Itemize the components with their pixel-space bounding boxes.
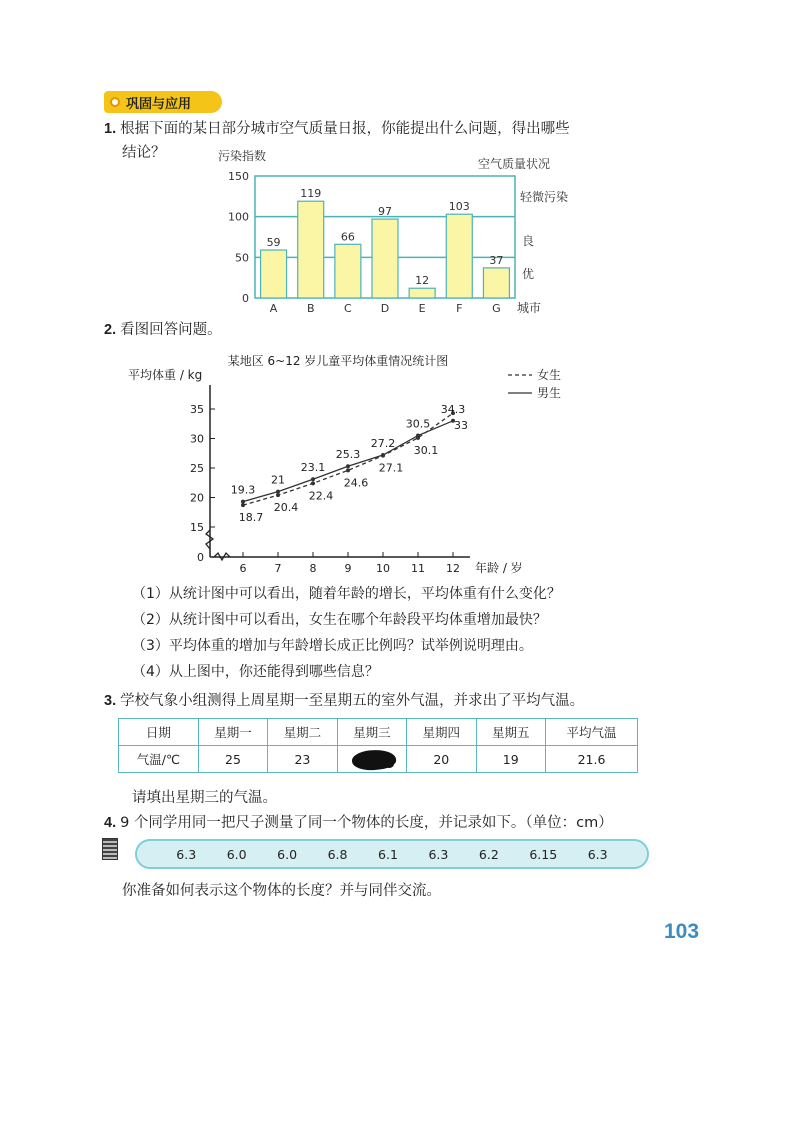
- data-point: [311, 481, 315, 485]
- x-tick-label: A: [269, 302, 278, 315]
- bar-value-label: 119: [300, 187, 322, 201]
- measurement-value: 6.8: [327, 846, 348, 862]
- legend-label-girls: 女生: [537, 368, 562, 382]
- y-tick-label: 20: [190, 491, 204, 505]
- question-number: 4.: [104, 815, 117, 831]
- measurement-value: 6.2: [478, 846, 499, 862]
- bar-value-label: 37: [489, 253, 504, 267]
- question-1-line2: 结论？: [122, 145, 166, 161]
- bar: [261, 250, 287, 298]
- point-label: 22.4: [308, 489, 334, 503]
- x-tick-label: C: [344, 302, 352, 315]
- bar: [372, 219, 398, 298]
- point-label: 19.3: [230, 483, 256, 497]
- bar-chart: [210, 150, 590, 320]
- point-label: 27.2: [370, 437, 396, 451]
- ink-blot-cell[interactable]: [337, 746, 406, 773]
- bullet-icon: [110, 97, 120, 107]
- x-tick-label: 7: [274, 562, 282, 575]
- bar-value-label: 97: [378, 205, 392, 219]
- x-tick-label: D: [380, 302, 390, 315]
- x-axis-label: 年龄 / 岁: [475, 561, 523, 575]
- bar-value-label: 12: [415, 274, 430, 288]
- question-number: 3.: [104, 693, 117, 709]
- section-tag-label: 巩固与应用: [126, 96, 192, 112]
- data-point: [346, 464, 350, 468]
- data-point: [346, 468, 350, 472]
- x-tick-label: 10: [376, 562, 390, 575]
- table-header-cell: 平均气温: [545, 719, 637, 746]
- y-tick-label: 50: [235, 251, 249, 265]
- table-cell: 23: [268, 746, 337, 773]
- point-label: 25.3: [335, 448, 361, 462]
- question-number: 1.: [104, 121, 117, 137]
- x-tick-label: B: [306, 302, 315, 315]
- point-label: 34.3: [440, 402, 466, 416]
- question-3-after: 请填出星期三的气温。: [132, 790, 277, 806]
- temperature-table: [118, 718, 638, 773]
- data-point: [416, 434, 420, 438]
- data-point: [241, 503, 245, 507]
- x-tick-label: 9: [344, 562, 352, 575]
- question-1: [104, 118, 570, 140]
- band-label: 良: [522, 234, 535, 248]
- measurements-bar: [135, 839, 649, 869]
- bar-value-label: 59: [266, 236, 281, 250]
- point-label: 33: [454, 419, 468, 433]
- y-axis-label: 平均体重 / kg: [128, 368, 203, 382]
- ink-drop-icon: [384, 760, 394, 768]
- x-tick-label: 12: [446, 562, 460, 575]
- point-label: 27.1: [378, 461, 404, 475]
- data-point: [276, 493, 280, 497]
- band-label: 空气质量状况: [478, 157, 551, 171]
- question-text: 根据下面的某日部分城市空气质量日报，你能提出什么问题，得出哪些: [120, 121, 570, 137]
- table-cell: 20: [407, 746, 476, 773]
- table-header-cell: 星期二: [268, 719, 337, 746]
- table-header-cell: 星期五: [476, 719, 545, 746]
- question-3: [104, 690, 584, 712]
- section-tag: [104, 91, 222, 113]
- bar: [409, 288, 435, 298]
- point-label: 24.6: [343, 476, 369, 490]
- sub-question-4: （4）从上图中，你还能得到哪些信息？: [132, 664, 379, 680]
- y-tick-label: 0: [197, 551, 204, 564]
- x-tick-label: F: [456, 302, 463, 315]
- ruler-icon: [102, 838, 118, 860]
- x-axis-label: 城市: [517, 301, 542, 315]
- bar-value-label: 103: [448, 200, 470, 214]
- y-tick-label: 150: [228, 170, 249, 183]
- line-chart: [120, 345, 600, 575]
- legend-label-boys: 男生: [537, 386, 562, 400]
- table-header-cell: 星期三: [337, 719, 406, 746]
- band-label: 轻微污染: [520, 190, 569, 204]
- sub-question-1: （1）从统计图中可以看出，随着年龄的增长，平均体重有什么变化？: [132, 586, 561, 602]
- y-tick-label: 30: [190, 432, 204, 446]
- x-tick-label: 6: [239, 562, 247, 575]
- question-text: 9 个同学用同一把尺子测量了同一个物体的长度，并记录如下。（单位：cm）: [120, 815, 613, 831]
- y-axis-label: 污染指数: [218, 150, 267, 163]
- table-header-cell: 星期一: [198, 719, 267, 746]
- y-tick-label: 0: [242, 292, 249, 305]
- band-label: 优: [522, 267, 535, 281]
- y-tick-label: 100: [228, 210, 249, 224]
- question-4-after: 你准备如何表示这个物体的长度？并与同伴交流。: [122, 883, 441, 899]
- point-label: 23.1: [300, 461, 326, 475]
- point-label: 20.4: [273, 501, 299, 515]
- table-cell: 21.6: [545, 746, 637, 773]
- y-tick-label: 25: [190, 462, 204, 475]
- bar: [298, 201, 324, 298]
- measurement-value: 6.3: [428, 846, 449, 862]
- bar: [335, 244, 361, 298]
- measurement-value: 6.0: [226, 846, 247, 862]
- sub-question-3: （3）平均体重的增加与年龄增长成正比例吗？试举例说明理由。: [132, 638, 533, 654]
- question-number: 2.: [104, 322, 117, 338]
- point-label: 30.1: [413, 443, 439, 457]
- chart-title: 某地区 6~12 岁儿童平均体重情况统计图: [227, 354, 449, 368]
- table-cell: 19: [476, 746, 545, 773]
- x-tick-label: 8: [309, 562, 317, 575]
- table-header-row: [119, 719, 638, 746]
- data-point: [381, 453, 385, 457]
- question-text: 学校气象小组测得上周星期一至星期五的室外气温，并求出了平均气温。: [120, 693, 585, 709]
- point-label: 21: [271, 473, 285, 487]
- table-row: [119, 746, 638, 773]
- page-number: 103: [664, 920, 700, 943]
- measurement-value: 6.3: [176, 846, 197, 862]
- point-label: 30.5: [405, 417, 431, 431]
- table-cell: 25: [198, 746, 267, 773]
- question-text: 看图回答问题。: [120, 322, 222, 338]
- measurement-value: 6.3: [587, 846, 608, 862]
- x-tick-label: E: [418, 302, 426, 315]
- y-tick-label: 35: [190, 403, 204, 416]
- bar-value-label: 66: [340, 230, 355, 244]
- question-2: [104, 319, 222, 341]
- y-tick-label: 15: [190, 521, 204, 534]
- table-row-label: 气温/℃: [119, 746, 199, 773]
- bar: [446, 214, 472, 298]
- data-point: [241, 500, 245, 504]
- table-header-cell: 日期: [119, 719, 199, 746]
- x-tick-label: 11: [411, 562, 425, 575]
- data-point: [311, 477, 315, 481]
- measurement-value: 6.15: [529, 846, 558, 862]
- measurement-value: 6.1: [378, 846, 398, 862]
- bar: [483, 268, 509, 298]
- table-header-cell: 星期四: [407, 719, 476, 746]
- data-point: [276, 490, 280, 494]
- x-tick-label: G: [492, 302, 501, 315]
- question-4: [104, 812, 613, 834]
- point-label: 18.7: [238, 511, 264, 525]
- sub-question-2: （2）从统计图中可以看出，女生在哪个年龄段平均体重增加最快？: [132, 612, 547, 628]
- measurement-value: 6.0: [277, 846, 298, 862]
